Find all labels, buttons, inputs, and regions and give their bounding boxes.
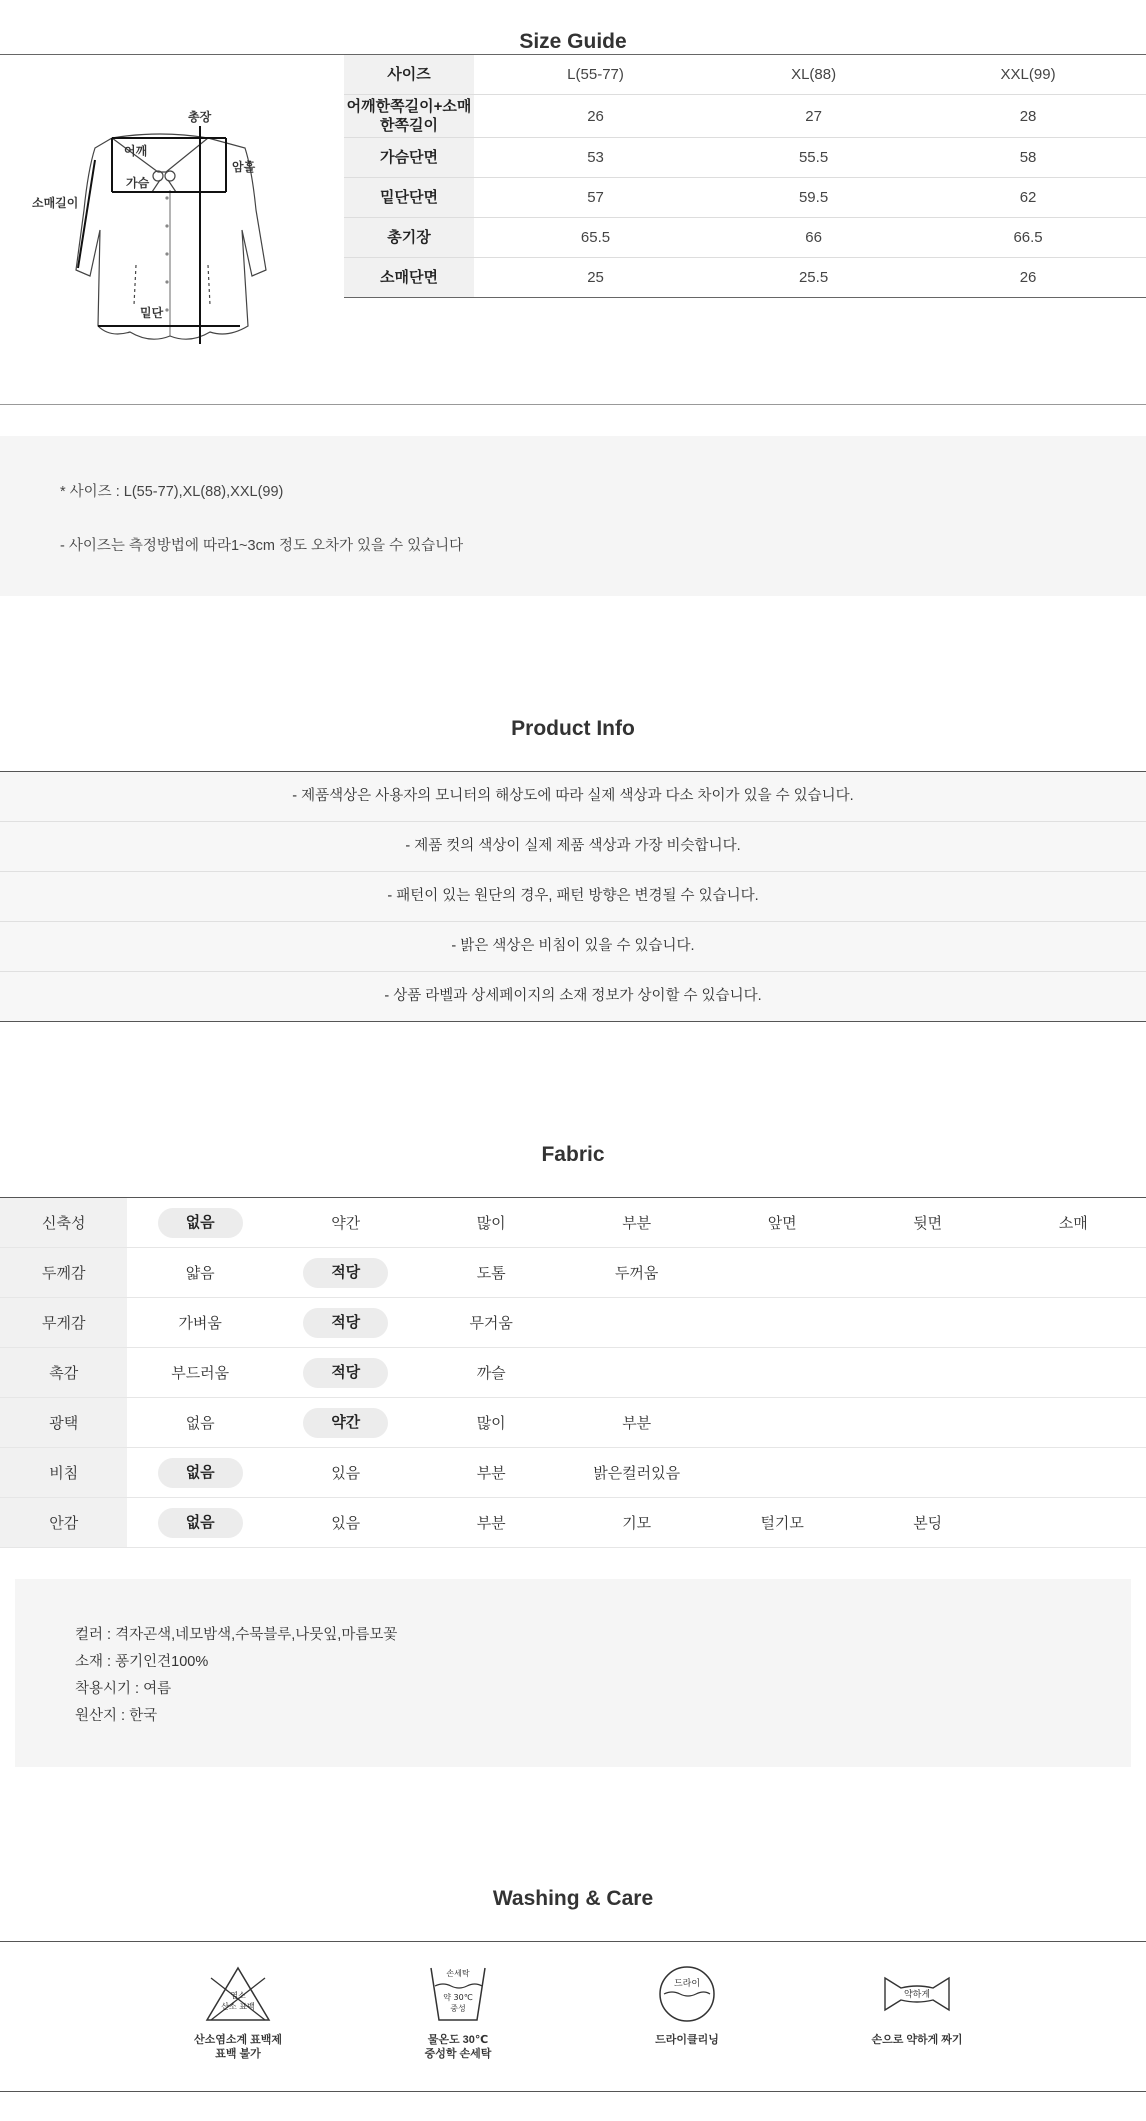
fabric-row-label: 무게감 [0, 1298, 127, 1348]
fabric-option-cell [418, 1198, 564, 1248]
table-cell: 26 [910, 258, 1146, 298]
no-bleach-icon [203, 1964, 273, 2024]
fabric-option-cell [127, 1348, 273, 1398]
fabric-option-selected: 적당 [303, 1308, 388, 1338]
fabric-empty-cell [855, 1298, 1001, 1348]
fabric-empty-cell [855, 1398, 1001, 1448]
size-header-cell: XXL(99) [910, 55, 1146, 95]
table-cell: 59.5 [717, 178, 910, 218]
fabric-table [0, 1197, 1146, 1548]
fabric-option-selected: 없음 [158, 1458, 243, 1488]
fabric-option-cell [127, 1198, 273, 1248]
fabric-option: 두꺼움 [614, 1265, 659, 1282]
fabric-row-label: 촉감 [0, 1348, 127, 1398]
wash-label-line2: 표백 불가 [215, 2048, 261, 2060]
fabric-option: 앞면 [767, 1215, 797, 1232]
wash-item-dry-clean [612, 1964, 762, 2047]
no-bleach-inner-1: 염소 [230, 1991, 246, 2000]
fabric-option-cell [127, 1298, 273, 1348]
size-note: - 사이즈는 측정방법에 따라1~3cm 정도 오차가 있을 수 있습니다 [60, 538, 464, 554]
list-item: - 상품 라벨과 상세페이지의 소재 정보가 상이할 수 있습니다. [0, 972, 1146, 1021]
list-item: - 밝은 색상은 비침이 있을 수 있습니다. [0, 922, 1146, 972]
divider [0, 1941, 1146, 1942]
size-table [344, 55, 1146, 298]
fabric-option-cell [273, 1348, 419, 1398]
fabric-option: 얇음 [185, 1265, 215, 1282]
fabric-option-cell [418, 1298, 564, 1348]
table-cell: 26 [474, 95, 717, 138]
row-label: 가슴단면 [344, 138, 474, 178]
fabric-title: Fabric [541, 1143, 605, 1166]
size-header-cell: XL(88) [717, 55, 910, 95]
label-hem: 밑단 [140, 306, 164, 320]
label-shoulder: 어깨 [124, 144, 148, 158]
fabric-option-cell [709, 1498, 855, 1548]
fabric-option: 밝은컬러있음 [593, 1465, 681, 1482]
svg-text:손세탁: 손세탁 [446, 1969, 470, 1978]
gentle-wring-icon [877, 1964, 957, 2024]
fabric-empty-cell [709, 1248, 855, 1298]
fabric-empty-cell [564, 1348, 710, 1398]
fabric-option: 무거움 [469, 1315, 513, 1332]
table-cell: 27 [717, 95, 910, 138]
fabric-row [0, 1498, 1146, 1548]
label-total-length: 총장 [188, 110, 212, 124]
fabric-option-cell [127, 1448, 273, 1498]
row-label: 소매단면 [344, 258, 474, 298]
fabric-option-cell [273, 1398, 419, 1448]
table-cell: 58 [910, 138, 1146, 178]
washing-title: Washing & Care [492, 1887, 654, 1910]
table-cell: 25.5 [717, 258, 910, 298]
fabric-empty-cell [1000, 1498, 1146, 1548]
product-details [15, 1579, 1131, 1767]
detail-season: 착용시기 : 여름 [75, 1681, 172, 1697]
size-notes [0, 436, 1146, 596]
wash-item-no-bleach [163, 1964, 313, 2061]
fabric-option: 털기모 [760, 1515, 804, 1532]
fabric-option: 뒷면 [913, 1215, 943, 1232]
fabric-option: 까슬 [476, 1365, 506, 1382]
fabric-option: 소매 [1058, 1215, 1088, 1232]
fabric-empty-cell [709, 1348, 855, 1398]
row-label: 어깨한쪽길이+소매한쪽길이 [344, 95, 474, 138]
detail-origin: 원산지 : 한국 [75, 1708, 158, 1724]
fabric-option: 많이 [476, 1215, 506, 1232]
fabric-empty-cell [1000, 1348, 1146, 1398]
wash-item-hand-wash [383, 1964, 533, 2061]
fabric-empty-cell [1000, 1248, 1146, 1298]
fabric-option: 부분 [476, 1515, 506, 1532]
list-item: - 제품색상은 사용자의 모니터의 해상도에 따라 실제 색상과 다소 차이가 있을 수 있습니다. [0, 772, 1146, 822]
fabric-option-cell [855, 1198, 1001, 1248]
divider [0, 404, 1146, 405]
fabric-row [0, 1448, 1146, 1498]
fabric-option-cell [273, 1298, 419, 1348]
row-label: 총기장 [344, 218, 474, 258]
divider [0, 2091, 1146, 2092]
fabric-option-selected: 적당 [303, 1358, 388, 1388]
svg-text:약 30℃: 약 30℃ [443, 1993, 473, 2002]
table-cell: 66.5 [910, 218, 1146, 258]
fabric-option: 없음 [185, 1415, 215, 1432]
size-header-cell: L(55-77) [474, 55, 717, 95]
table-cell: 57 [474, 178, 717, 218]
fabric-option: 부드러움 [171, 1365, 230, 1382]
fabric-empty-cell [709, 1398, 855, 1448]
row-label: 밑단단면 [344, 178, 474, 218]
fabric-row [0, 1198, 1146, 1248]
fabric-option-cell [418, 1348, 564, 1398]
table-cell: 25 [474, 258, 717, 298]
wash-label: 산소염소계 표백제 표백 불가 [193, 2034, 283, 2060]
fabric-row-label: 비침 [0, 1448, 127, 1498]
fabric-option-cell [1000, 1198, 1146, 1248]
fabric-option-cell [273, 1448, 419, 1498]
label-chest: 가슴 [126, 176, 150, 190]
list-item: - 패턴이 있는 원단의 경우, 패턴 방향은 변경될 수 있습니다. [0, 872, 1146, 922]
list-item: - 제품 컷의 색상이 실제 제품 색상과 가장 비슷합니다. [0, 822, 1146, 872]
fabric-row [0, 1348, 1146, 1398]
fabric-option-cell [564, 1248, 710, 1298]
fabric-option-cell [564, 1398, 710, 1448]
fabric-empty-cell [855, 1248, 1001, 1298]
wash-label-line2: 중성학 손세탁 [424, 2048, 492, 2060]
fabric-empty-cell [564, 1298, 710, 1348]
fabric-option: 부분 [622, 1215, 652, 1232]
fabric-empty-cell [1000, 1298, 1146, 1348]
fabric-option: 많이 [476, 1415, 506, 1432]
fabric-option-cell [273, 1198, 419, 1248]
fabric-option: 기모 [622, 1515, 652, 1532]
fabric-option: 있음 [331, 1465, 361, 1482]
fabric-option-cell [127, 1498, 273, 1548]
product-info-list [0, 771, 1146, 1022]
fabric-option-cell [564, 1498, 710, 1548]
size-guide-title: Size Guide [519, 30, 627, 53]
fabric-row [0, 1298, 1146, 1348]
fabric-empty-cell [855, 1448, 1001, 1498]
fabric-empty-cell [855, 1348, 1001, 1398]
size-header-label: 사이즈 [344, 55, 474, 95]
fabric-option-cell [564, 1448, 710, 1498]
fabric-option-cell [418, 1398, 564, 1448]
svg-text:드라이: 드라이 [673, 1979, 701, 1989]
table-cell: 55.5 [717, 138, 910, 178]
fabric-option-selected: 적당 [303, 1258, 388, 1288]
shirt-diagram-icon [40, 100, 300, 360]
fabric-empty-cell [709, 1448, 855, 1498]
fabric-option-cell [418, 1498, 564, 1548]
no-bleach-inner-2: 산소 표백 [221, 2002, 255, 2011]
table-row [344, 138, 1146, 178]
detail-material: 소재 : 퐁기인견100% [75, 1654, 209, 1670]
fabric-option-cell [709, 1198, 855, 1248]
fabric-option: 부분 [476, 1465, 506, 1482]
table-cell: 66 [717, 218, 910, 258]
label-sleeve: 소매길이 [32, 196, 79, 210]
table-row [344, 218, 1146, 258]
label-armhole: 암홀 [232, 160, 256, 174]
fabric-empty-cell [709, 1298, 855, 1348]
fabric-row [0, 1398, 1146, 1448]
fabric-option: 있음 [331, 1515, 361, 1532]
fabric-empty-cell [1000, 1398, 1146, 1448]
product-info-title: Product Info [511, 717, 635, 740]
fabric-option-cell [418, 1448, 564, 1498]
fabric-option-cell [855, 1498, 1001, 1548]
fabric-option-cell [564, 1198, 710, 1248]
fabric-option-cell [273, 1498, 419, 1548]
fabric-row-label: 두께감 [0, 1248, 127, 1298]
fabric-option-selected: 약간 [303, 1408, 388, 1438]
size-table-header [344, 55, 1146, 95]
svg-text:약하게: 약하게 [903, 1990, 931, 2000]
fabric-option-selected: 없음 [158, 1208, 243, 1238]
table-cell: 62 [910, 178, 1146, 218]
size-note: * 사이즈 : L(55-77),XL(88),XXL(99) [60, 484, 284, 500]
hand-wash-icon [423, 1964, 493, 2024]
fabric-option: 부분 [622, 1415, 652, 1432]
fabric-option-selected: 없음 [158, 1508, 243, 1538]
fabric-row [0, 1248, 1146, 1298]
fabric-empty-cell [1000, 1448, 1146, 1498]
fabric-option: 가벼움 [178, 1315, 222, 1332]
fabric-option-cell [418, 1248, 564, 1298]
fabric-option: 본딩 [913, 1515, 943, 1532]
wash-label: 드라이클리닝 [655, 2034, 719, 2046]
fabric-option-cell [273, 1248, 419, 1298]
table-cell: 53 [474, 138, 717, 178]
dry-clean-icon [652, 1964, 722, 2024]
fabric-option-cell [127, 1248, 273, 1298]
fabric-option: 약간 [331, 1215, 361, 1232]
table-row [344, 258, 1146, 298]
table-cell: 28 [910, 95, 1146, 138]
fabric-option: 도톰 [476, 1265, 506, 1282]
fabric-option-cell [127, 1398, 273, 1448]
svg-text:중성: 중성 [450, 2004, 466, 2013]
table-row [344, 95, 1146, 138]
table-row [344, 178, 1146, 218]
wash-label: 물온도 30℃ 중성학 손세탁 [424, 2034, 492, 2060]
wash-label: 손으로 약하게 짜기 [871, 2034, 963, 2046]
fabric-row-label: 신축성 [0, 1198, 127, 1248]
detail-color: 컬러 : 격자곤색,네모밤색,수묵블루,나뭇잎,마름모꽃 [75, 1627, 398, 1643]
table-cell: 65.5 [474, 218, 717, 258]
fabric-row-label: 광택 [0, 1398, 127, 1448]
wash-item-gentle-wring [842, 1964, 992, 2047]
fabric-row-label: 안감 [0, 1498, 127, 1548]
size-diagram [32, 100, 300, 360]
